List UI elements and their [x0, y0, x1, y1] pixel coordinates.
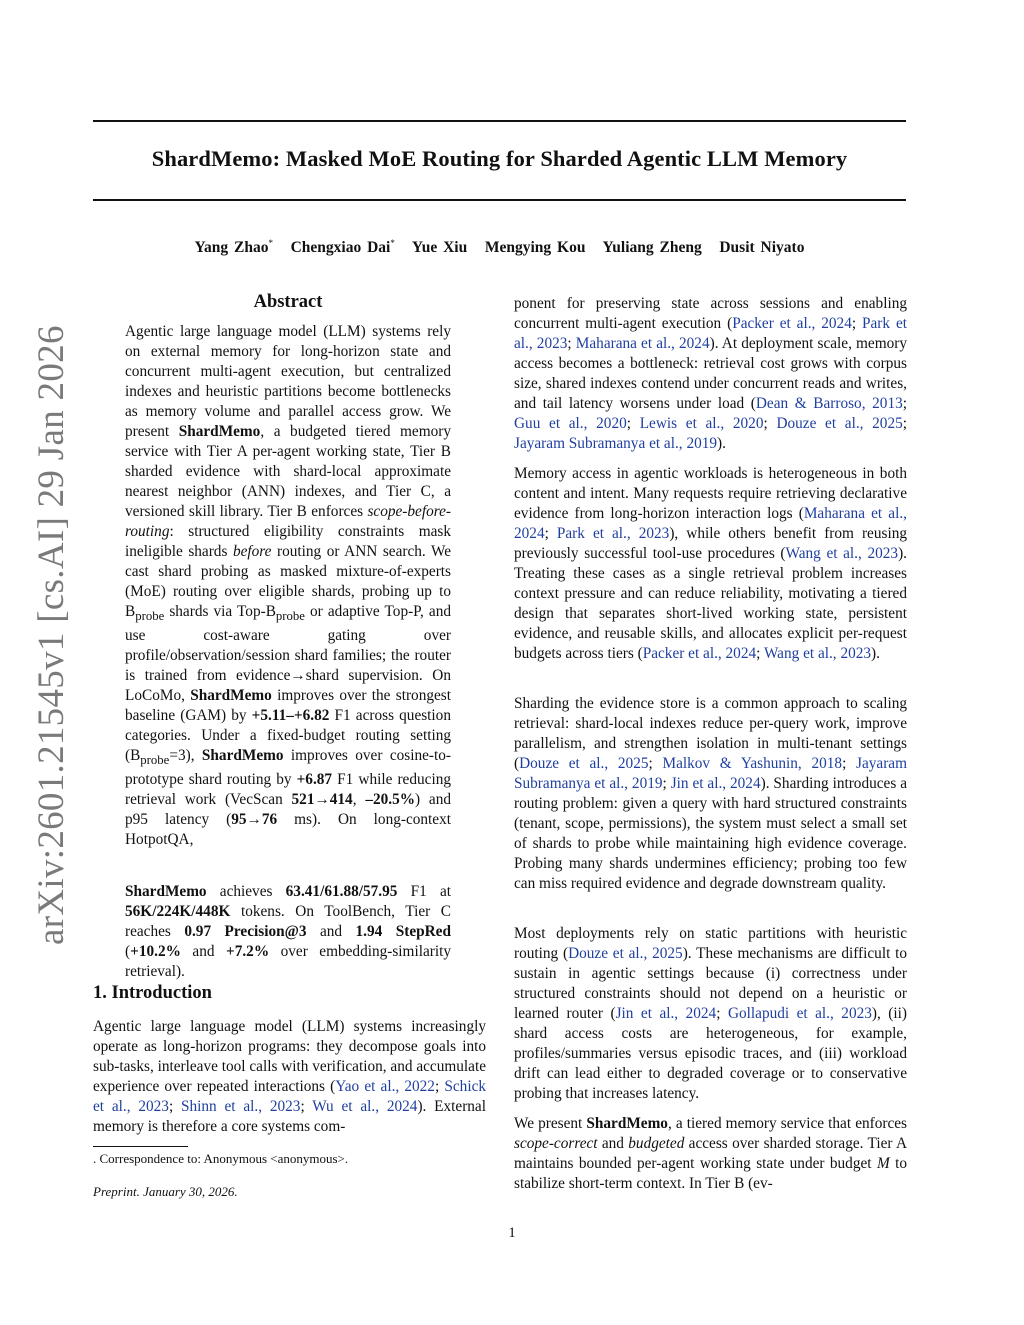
citation-link[interactable]: Guu et al., 2020 — [514, 415, 627, 432]
citation-link[interactable]: Jayaram Subramanya et al., 2019 — [514, 435, 718, 452]
preprint-note: Preprint. January 30, 2026. — [93, 1184, 238, 1199]
citation-link[interactable]: Wang et al., 2023 — [785, 545, 899, 562]
citation-link[interactable]: Jin et al., 2024 — [615, 1005, 717, 1022]
citation-link[interactable]: Wu et al., 2024 — [312, 1098, 418, 1115]
citation-link[interactable]: Shinn et al., 2023 — [181, 1098, 301, 1115]
citation-link[interactable]: Yao et al., 2022 — [335, 1078, 435, 1095]
author-list — [93, 238, 906, 257]
author-mark: * — [268, 238, 273, 248]
abstract-body: Agentic large language model (LLM) systems rely on external memory for long-horizon state and concurrent multi-agent execution, but centralized indexes and heuristic partitions become bottlenecks as memory volume and parallel access grow. We present ShardMemo, a budgeted tiered memory service with Tier A per-agent working state, Tier B sharded evidence with shard-local approximate nearest neighbor (ANN) indexes, and Tier C, a versioned skill library. Tier B enforces scope-before-routing: structured eligibility constraints mask ineligible shards before routing or ANN search. We cast shard probing as masked mixture-of-experts (MoE) routing over eligible shards, probing up to $B_{probe}$ shards via Top-$B_{probe}$ or adaptive Top-P, and use cost-aware gating over profile/observation/session shard families; the router is trained from evidence→shard supervision. On LoCoMo, ShardMemo improves over the strongest baseline (GAM) by +5.11–+6.82 F1 across question categories. Under a fixed-budget routing setting $(B_{probe}=3)$, ShardMemo improves over cosine-to-prototype shard routing by +6.87 F1 while reducing retrieval work (VecScan 521→414, –20.5%) and p95 latency (95→76 ms). On long-context HotpotQA, — [125, 323, 452, 849]
section-heading-introduction: 1. Introduction — [93, 983, 212, 1003]
citation-link[interactable]: Douze et al., 2025 — [568, 945, 683, 962]
abstract-body-end: ShardMemo achieves 63.41/61.88/57.95 F1 at 56K/224K/448K tokens. On ToolBench, Tier C reaches 0.97 Precision@3 and 1.94 StepRed (+10.2% and +7.2% over embedding-similarity retrieval). — [125, 883, 452, 980]
citation-link[interactable]: Packer et al., 2024 — [732, 315, 852, 332]
citation-link[interactable]: Park et al., 2023 — [514, 315, 907, 352]
footnote-rule — [93, 1146, 188, 1147]
citation-link[interactable]: Maharana et al., 2024 — [514, 505, 907, 542]
body-paragraph: Most deployments rely on static partitions with heuristic routing (Douze et al., 2025). These mechanisms are difficult to sustain in agentic settings because (i) correctness under structured constraints should not depend on a heuristic or learned router (Jin et al., 2024; Gollapudi et al., 2023), (ii) shard access costs are heterogeneous, for example, profiles/summaries versus episodic traces, and (iii) workload drift can lead either to degraded coverage or to conservative probing that increases latency. — [514, 925, 908, 1102]
intro-paragraph: Agentic large language model (LLM) systems increasingly operate as long-horizon programs: they decompose goals into sub-tasks, interleave tool calls with verification, and accumulate experience over repeated interactions (Yao et al., 2022; Schick et al., 2023; Shinn et al., 2023; Wu et al., 2024). External memory is therefore a core systems com- — [93, 1018, 487, 1135]
author-name: Chengxiao Dai — [290, 239, 391, 257]
footnote: . Correspondence to: Anonymous <anonymous>. — [93, 1151, 349, 1166]
citation-link[interactable]: Gollapudi et al., 2023 — [727, 1005, 872, 1022]
citation-link[interactable]: Schick et al., 2023 — [93, 1078, 487, 1115]
body-paragraph: Memory access in agentic workloads is heterogeneous in both content and intent. Many requests require retrieving declarative evidence from long-horizon interaction logs (Maharana et al., 2024; Park et al., 2023), while others benefit from reusing previously successful tool-use procedures (Wang et al., 2023). Treating these cases as a single retrieval problem increases context pressure and can reduce reliability, motivating a tiered design that separates short-lived working state, persistent evidence, and reusable skills, and allocates explicit per-request budgets across tiers (Packer et al., 2024; Wang et al., 2023). — [514, 465, 907, 662]
page-number: 1 — [508, 1225, 516, 1241]
author-name: Mengying Kou — [484, 239, 586, 257]
abstract-heading: Abstract — [253, 292, 323, 312]
body-paragraph: We present ShardMemo, a tiered memory service that enforces scope-correct and budgeted access over sharded storage. Tier A maintains bounded per-agent working state under budget M to stabilize short-term context. In Tier B (ev- — [514, 1115, 908, 1192]
citation-link[interactable]: Jin et al., 2024 — [670, 775, 761, 792]
citation-link[interactable]: Maharana et al., 2024 — [575, 335, 710, 352]
body-paragraph: ponent for preserving state across sessions and enabling concurrent multi-agent execution (Packer et al., 2024; Park et al., 2023; Maharana et al., 2024). At deployment scale, memory access becomes a bottleneck: retrieval cost grows with corpus size, shared indexes contend under concurrent reads and writes, and tail latency worsens under load (Dean & Barroso, 2013; Guu et al., 2020; Lewis et al., 2020; Douze et al., 2025; Jayaram Subramanya et al., 2019). — [514, 295, 908, 452]
author-name: Yang Zhao — [194, 239, 269, 257]
citation-link[interactable]: Wang et al., 2023 — [763, 645, 872, 662]
title-bottom-rule — [93, 199, 906, 201]
title-top-rule — [93, 120, 906, 122]
body-paragraph: Sharding the evidence store is a common approach to scaling retrieval: shard-local indexes reduce per-query work, improve parallelism, and strengthen isolation in multi-tenant settings (Douze et al., 2025; Malkov & Yashunin, 2018; Jayaram Subramanya et al., 2019; Jin et al., 2024). Sharding introduces a routing problem: given a query with hard structured constraints (tenant, scope, permissions), the system must select a small set of shards to probe while maintaining high evidence coverage. Probing many shards undermines efficiency; probing too few can miss required evidence and degrade downstream quality. — [514, 695, 907, 892]
citation-link[interactable]: Douze et al., 2025 — [519, 755, 649, 772]
author-name: Yue Xiu — [411, 239, 468, 257]
citation-link[interactable]: Malkov & Yashunin, 2018 — [662, 755, 843, 772]
arxiv-stamp: arXiv:2601.21545v1 [cs.AI] 29 Jan 2026 — [31, 325, 72, 945]
citation-link[interactable]: Douze et al., 2025 — [776, 415, 903, 432]
citation-link[interactable]: Dean & Barroso, 2013 — [755, 395, 903, 412]
citation-link[interactable]: Jayaram Subramanya et al., 2019 — [514, 755, 907, 792]
citation-link[interactable]: Park et al., 2023 — [556, 525, 670, 542]
author-name: Yuliang Zheng — [602, 239, 702, 257]
paper-title: ShardMemo: Masked MoE Routing for Sharded Agentic LLM Memory — [151, 146, 848, 171]
citation-link[interactable]: Lewis et al., 2020 — [639, 415, 764, 432]
author-mark: * — [390, 238, 395, 248]
citation-link[interactable]: Packer et al., 2024 — [642, 645, 757, 662]
author-name: Dusit Niyato — [719, 239, 805, 257]
